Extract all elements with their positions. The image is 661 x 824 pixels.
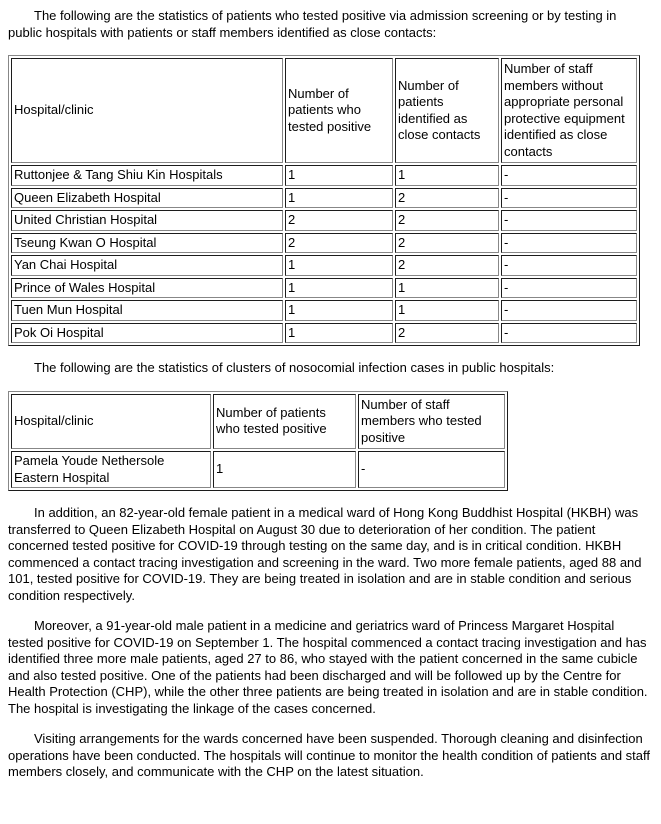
table-row xyxy=(11,278,637,299)
table-row xyxy=(11,165,637,186)
patients-positive-cell: 1 xyxy=(285,165,393,186)
admission-table-header-row xyxy=(11,58,637,163)
hospital-name-cell: Prince of Wales Hospital xyxy=(11,278,283,299)
staff-close-contacts-cell: - xyxy=(501,255,637,276)
hkbh-update-paragraph: In addition, an 82-year-old female patient in a medical ward of Hong Kong Buddhist Hospital (HKBH) was transferred to Queen Elizabeth Hospital on August 30 due to deterioration of her condition. The patient concerned tested positive for COVID-19 through testing on the same day, and is in critical condition. HKBH commenced a contact tracing investigation and screening in the ward. Two more female patients, aged 88 and 101, tested positive for COVID-19. They are being treated in isolation and are in stable condition and serious condition respectively. xyxy=(8,505,642,603)
cluster-table-header-row xyxy=(11,394,505,450)
patients-positive-cell: 1 xyxy=(285,323,393,344)
hospital-name-cell: Pamela Youde Nethersole Eastern Hospital xyxy=(11,451,211,488)
staff-positive-cell: - xyxy=(358,451,505,488)
intro-clusters-paragraph: The following are the statistics of clusters of nosocomial infection cases in public hospitals: xyxy=(34,360,555,375)
patients-close-contacts-cell: 1 xyxy=(395,300,499,321)
patients-positive-cell: 2 xyxy=(285,233,393,254)
header-hospital-clinic: Hospital/clinic xyxy=(11,58,283,163)
patients-close-contacts-cell: 1 xyxy=(395,165,499,186)
patients-positive-cell: 1 xyxy=(213,451,356,488)
hospital-name-cell: Queen Elizabeth Hospital xyxy=(11,188,283,209)
patients-close-contacts-cell: 2 xyxy=(395,255,499,276)
patients-close-contacts-cell: 2 xyxy=(395,233,499,254)
table-row xyxy=(11,300,637,321)
table-row xyxy=(11,188,637,209)
header-patients-tested-positive: Number of patients who tested positive xyxy=(285,58,393,163)
staff-close-contacts-cell: - xyxy=(501,278,637,299)
staff-close-contacts-cell: - xyxy=(501,300,637,321)
patients-close-contacts-cell: 2 xyxy=(395,210,499,231)
patients-close-contacts-cell: 2 xyxy=(395,188,499,209)
header-staff-close-contacts: Number of staff members without appropriate personal protective equipment identified as close contacts xyxy=(501,58,637,163)
staff-close-contacts-cell: - xyxy=(501,233,637,254)
patients-positive-cell: 1 xyxy=(285,188,393,209)
table-row xyxy=(11,233,637,254)
hospital-name-cell: Tuen Mun Hospital xyxy=(11,300,283,321)
table-row xyxy=(11,255,637,276)
hospital-name-cell: Yan Chai Hospital xyxy=(11,255,283,276)
staff-close-contacts-cell: - xyxy=(501,188,637,209)
hospital-name-cell: Pok Oi Hospital xyxy=(11,323,283,344)
header-patients-close-contacts: Number of patients identified as close contacts xyxy=(395,58,499,163)
table-row xyxy=(11,210,637,231)
press-release-page xyxy=(8,8,653,781)
patients-close-contacts-cell: 1 xyxy=(395,278,499,299)
header-patients-tested-positive: Number of patients who tested positive xyxy=(213,394,356,450)
hospital-name-cell: Ruttonjee & Tang Shiu Kin Hospitals xyxy=(11,165,283,186)
staff-close-contacts-cell: - xyxy=(501,210,637,231)
nosocomial-clusters-table xyxy=(8,391,508,492)
patients-close-contacts-cell: 2 xyxy=(395,323,499,344)
patients-positive-cell: 1 xyxy=(285,300,393,321)
intro-admission-paragraph: The following are the statistics of patients who tested positive via admission screening or by testing in public hospitals with patients or staff members identified as close contacts: xyxy=(8,8,617,40)
staff-close-contacts-cell: - xyxy=(501,165,637,186)
patients-positive-cell: 1 xyxy=(285,278,393,299)
hospital-name-cell: United Christian Hospital xyxy=(11,210,283,231)
table-row xyxy=(11,323,637,344)
table-row xyxy=(11,451,505,488)
patients-positive-cell: 2 xyxy=(285,210,393,231)
pmh-update-paragraph: Moreover, a 91-year-old male patient in a medicine and geriatrics ward of Princess Margaret Hospital tested positive for COVID-19 on September 1. The hospital commenced a contact tracing investigation and has identified three more male patients, aged 27 to 86, who stayed with the patient concerned in the same cubicle and also tested positive. One of the patients had been discharged and will be followed up by the Centre for Health Protection (CHP), while the other three patients are being treated in isolation and are in stable condition. The hospital is investigating the linkage of the cases concerned. xyxy=(8,618,648,716)
admission-screening-table xyxy=(8,55,640,346)
staff-close-contacts-cell: - xyxy=(501,323,637,344)
patients-positive-cell: 1 xyxy=(285,255,393,276)
closing-paragraph: Visiting arrangements for the wards concerned have been suspended. Thorough cleaning and disinfection operations have been conducted. The hospitals will continue to monitor the health condition of patients and staff members closely, and communicate with the CHP on the latest situation. xyxy=(8,731,651,779)
header-hospital-clinic: Hospital/clinic xyxy=(11,394,211,450)
header-staff-tested-positive: Number of staff members who tested positive xyxy=(358,394,505,450)
hospital-name-cell: Tseung Kwan O Hospital xyxy=(11,233,283,254)
